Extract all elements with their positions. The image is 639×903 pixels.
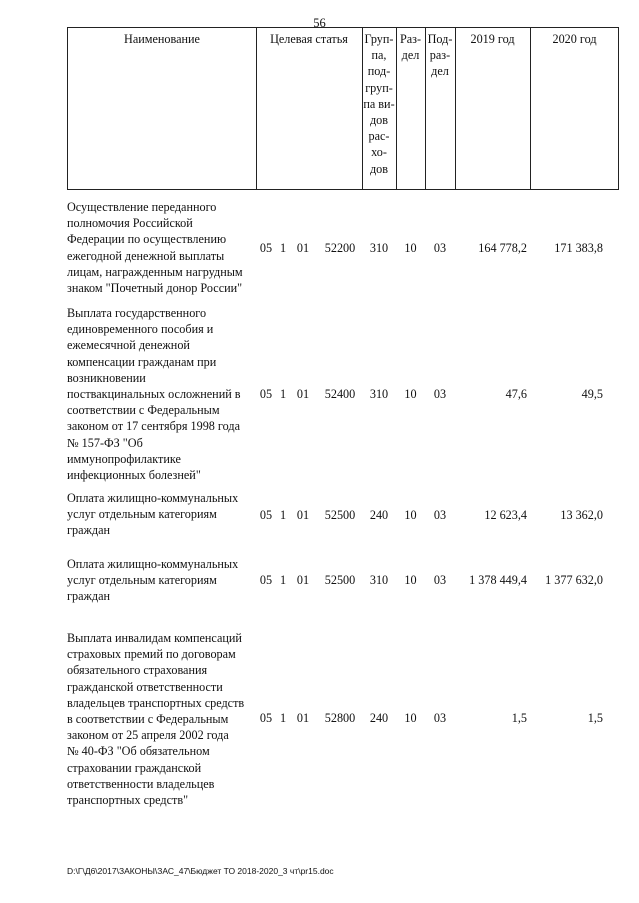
code-part: 05 xyxy=(259,508,273,522)
row-name: Осуществление переданного полномочия Российской Федерации по осуществлению ежегодной денежной выплаты лицам, награжденным нагрудным знаком "Почетный донор России" xyxy=(67,200,243,296)
code-part: 1 xyxy=(279,241,287,255)
row-subsection: 03 xyxy=(433,573,447,587)
code-part: 52500 xyxy=(324,508,356,522)
row-name: Выплата инвалидам компенсаций страховых премий по договорам обязательного страхования гражданской ответственности владельцев транспортных средств в соответствии с Федеральным законом от 25 апреля 2002 года № 40-ФЗ "Об обязательном страховании гражданской ответственности владельцев транспортных средств" xyxy=(67,631,245,808)
row-group: 310 xyxy=(369,573,389,587)
row-value-2020: 49,5 xyxy=(581,387,603,401)
row-value-2020: 13 362,0 xyxy=(560,508,603,522)
row-section: 10 xyxy=(404,573,417,587)
table-header xyxy=(67,27,619,190)
row-value-2019: 1 378 449,4 xyxy=(469,573,527,587)
file-path-footer: D:\Г\Д6\2017\ЗАКОНЫ\ЗАС_47\Бюджет ТО 2018-2020_3 чт\pr15.doc xyxy=(67,866,334,876)
code-part: 05 xyxy=(259,241,273,255)
row-group: 240 xyxy=(369,711,389,725)
row-group: 310 xyxy=(369,241,389,255)
row-section: 10 xyxy=(404,387,417,401)
row-value-2020: 171 383,8 xyxy=(554,241,603,255)
code-part: 05 xyxy=(259,387,273,401)
code-part: 52400 xyxy=(324,387,356,401)
column-divider xyxy=(256,28,257,189)
row-value-2020: 1,5 xyxy=(587,711,603,725)
code-part: 52200 xyxy=(324,241,356,255)
row-subsection: 03 xyxy=(433,508,447,522)
row-section: 10 xyxy=(404,241,417,255)
code-part: 1 xyxy=(279,573,287,587)
code-part: 01 xyxy=(296,508,310,522)
code-part: 01 xyxy=(296,387,310,401)
row-value-2020: 1 377 632,0 xyxy=(545,573,603,587)
header-subsection: Под- раз- дел xyxy=(427,32,453,79)
row-section: 10 xyxy=(404,711,417,725)
row-group: 240 xyxy=(369,508,389,522)
header-2020: 2020 год xyxy=(552,32,597,46)
row-name: Оплата жилищно-коммунальных услуг отдельным категориям граждан xyxy=(67,491,239,538)
code-part: 01 xyxy=(296,573,310,587)
column-divider xyxy=(455,28,456,189)
code-part: 01 xyxy=(296,711,310,725)
code-part: 1 xyxy=(279,508,287,522)
row-value-2019: 47,6 xyxy=(505,387,527,401)
row-group: 310 xyxy=(369,387,389,401)
header-target: Целевая статья xyxy=(270,32,348,46)
row-section: 10 xyxy=(404,508,417,522)
header-section: Раз- дел xyxy=(399,32,422,63)
code-part: 52800 xyxy=(324,711,356,725)
row-name: Оплата жилищно-коммунальных услуг отдельным категориям граждан xyxy=(67,557,239,604)
row-value-2019: 164 778,2 xyxy=(478,241,527,255)
header-name: Наименование xyxy=(124,32,200,46)
row-value-2019: 12 623,4 xyxy=(484,508,527,522)
code-part: 1 xyxy=(279,711,287,725)
header-2019: 2019 год xyxy=(470,32,515,46)
header-group: Груп- па, под- груп- па ви- дов рас- хо- дов xyxy=(363,32,395,176)
column-divider xyxy=(530,28,531,189)
row-subsection: 03 xyxy=(433,711,447,725)
code-part: 52500 xyxy=(324,573,356,587)
code-part: 01 xyxy=(296,241,310,255)
code-part: 1 xyxy=(279,387,287,401)
row-subsection: 03 xyxy=(433,387,447,401)
row-subsection: 03 xyxy=(433,241,447,255)
code-part: 05 xyxy=(259,573,273,587)
row-name: Выплата государственного единовременного пособия и ежемесячной денежной компенсации гражданам при возникновении поствакцинальных осложнений в соответствии с Федеральным законом от 17 сентября 1998 года № 157-ФЗ "Об иммунопрофилактике инфекционных болезней" xyxy=(67,306,241,483)
page-number: 56 xyxy=(313,16,326,30)
row-value-2019: 1,5 xyxy=(511,711,527,725)
code-part: 05 xyxy=(259,711,273,725)
